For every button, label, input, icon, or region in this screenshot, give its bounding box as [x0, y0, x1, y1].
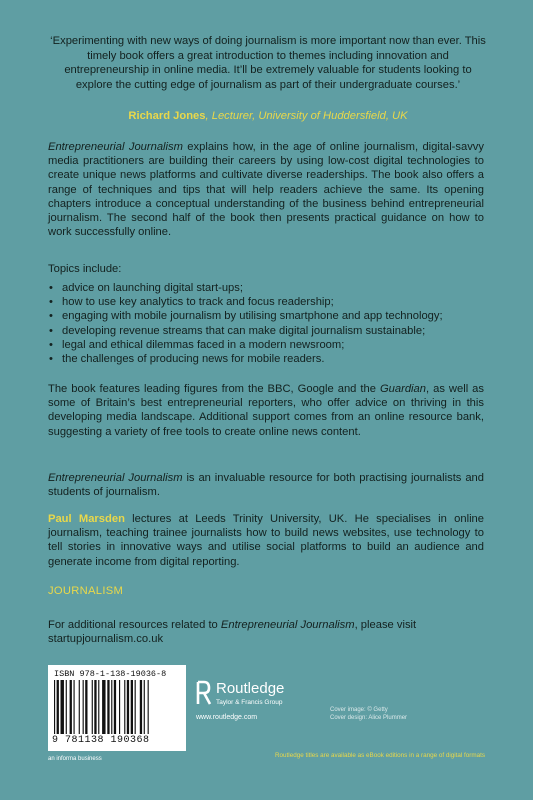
resources-note	[48, 618, 488, 646]
routledge-icon	[196, 680, 212, 706]
resource-text: is an invaluable resource for both practising journalists and students of journalism.	[48, 472, 484, 499]
list-item: • advice on launching digital start-ups;	[48, 281, 488, 295]
features-paragraph	[48, 382, 484, 439]
features-text-b: , as well as some of Britain’s best entrepreneurial reporters, who offer advice on thriving in this developing media landscape. Additional support comes from an online resource bank, suggesting a variety of free tools to create online news content.	[48, 383, 484, 438]
topics-heading: Topics include:	[48, 263, 122, 275]
endorsement-quote	[48, 34, 488, 92]
quote-attribution: Richard Jones, Lecturer, University of Huddersfield, UK	[128, 110, 408, 122]
author-name: Paul Marsden	[48, 513, 125, 525]
author-bio-text: lectures at Leeds Trinity University, UK. He specialises in online journalism, teaching trainee journalists how to build news websites, use technology to tell stories in innovative ways and utilise social platforms to build an audience and generate income from digital reporting.	[48, 513, 484, 568]
isbn-text: ISBN 978-1-138-19036-8	[54, 669, 167, 679]
list-item: • legal and ethical dilemmas faced in a modern newsroom;	[48, 338, 488, 352]
resource-paragraph	[48, 471, 484, 499]
barcode-bars	[54, 680, 180, 734]
endorser-name: Richard Jones	[128, 110, 206, 122]
barcode-number: 9 781138 190368	[52, 735, 150, 746]
barcode	[48, 665, 186, 751]
informa-tagline: an informa business	[48, 756, 102, 762]
book-title-inline: Entrepreneurial Journalism	[48, 141, 183, 153]
guardian-title: Guardian	[379, 383, 426, 395]
list-item: • developing revenue streams that can make digital journalism sustainable;	[48, 324, 488, 338]
cover-design-credit: Cover design: Alice Plummer	[330, 715, 408, 721]
description-paragraph	[48, 140, 484, 239]
list-item: • engaging with mobile journalism by utilising smartphone and app technology;	[48, 309, 488, 323]
publisher-subtitle: Taylor & Francis Group	[216, 699, 283, 706]
cover-image-credit: Cover image: © Getty	[330, 707, 388, 713]
book-title-inline: Entrepreneurial Journalism	[48, 472, 183, 484]
publisher-url: www.routledge.com	[196, 714, 258, 721]
list-item: • the challenges of producing news for mobile readers.	[48, 352, 488, 366]
description-text: explains how, in the age of online journalism, digital-savvy media practitioners are building their careers by using low-cost digital technologies to create unique news platforms and cultivate diverse readerships. The book also offers a range of techniques and tips that will help readers achieve the same. Its opening chapters introduce a conceptual understanding of the business behind entrepreneurial journalism. The second half of the book then presents practical guidance on how to work successfully online.	[48, 141, 484, 239]
ebook-note: Routledge titles are available as eBook editions in a range of digital formats	[275, 752, 486, 759]
book-title-inline: Entrepreneurial Journalism	[220, 619, 355, 631]
quote-text: ‘Experimenting with new ways of doing journalism is more important now than ever. This timely book offers a great introduction to themes including innovation and entrepreneurship in online media. It’ll be extremely valuable for students looking to explore the cutting edge of journalism as part of their undergraduate courses.’	[50, 35, 486, 91]
topics-list	[48, 281, 488, 366]
author-bio	[48, 512, 484, 569]
resources-text-a: For additional resources related to	[48, 619, 221, 631]
list-item: • how to use key analytics to track and focus readership;	[48, 295, 488, 309]
resources-text-b: , please visit startupjournalism.co.uk	[48, 619, 417, 646]
category-label: JOURNALISM	[48, 585, 124, 597]
cover-credit	[330, 706, 407, 722]
features-text-a: The book features leading figures from the BBC, Google and the	[48, 383, 380, 395]
endorser-role: Lecturer, University of Huddersfield, UK	[211, 110, 408, 122]
publisher-name: Routledge	[216, 680, 285, 697]
